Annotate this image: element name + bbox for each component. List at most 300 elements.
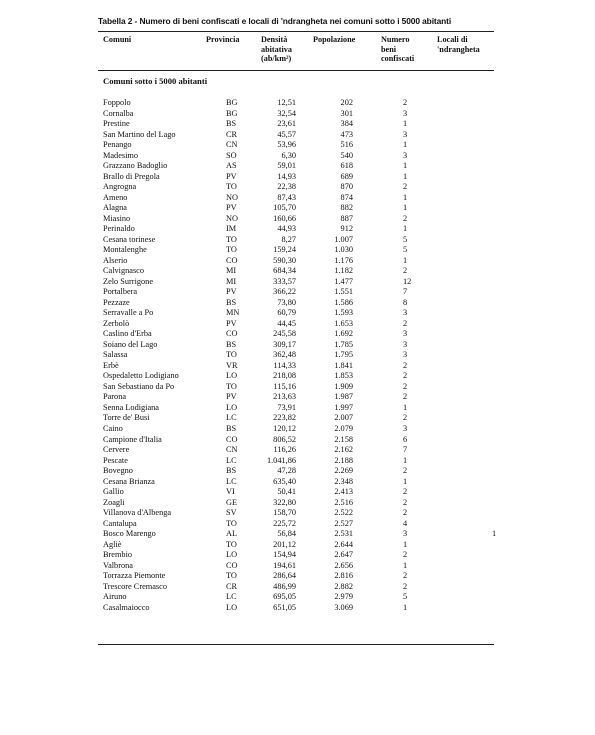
beni-cell: 2	[403, 413, 408, 423]
table-row	[98, 235, 494, 246]
table-row	[98, 371, 494, 382]
provincia-cell: BS	[226, 297, 237, 307]
provincia-cell: LO	[226, 371, 238, 381]
table-row	[98, 319, 494, 330]
provincia-cell: TO	[226, 539, 237, 549]
comune-cell: Gallio	[103, 487, 124, 497]
provincia-cell: CN	[226, 140, 238, 150]
beni-cell: 2	[403, 360, 408, 370]
densita-cell: 194,61	[273, 560, 296, 570]
comune-cell: Madesimo	[103, 150, 139, 160]
popolazione-cell: 2.882	[334, 581, 353, 591]
beni-cell: 2	[403, 581, 408, 591]
provincia-cell: VR	[226, 360, 238, 370]
popolazione-cell: 2.188	[334, 455, 353, 465]
comune-cell: Ospedaletto Lodigiano	[103, 371, 179, 381]
beni-cell: 2	[403, 571, 408, 581]
beni-cell: 1	[403, 255, 408, 265]
table-row	[98, 603, 494, 614]
beni-cell: 1	[403, 455, 408, 465]
comune-cell: Montalenghe	[103, 245, 147, 255]
comune-cell: Penango	[103, 140, 132, 150]
provincia-cell: MN	[226, 308, 240, 318]
table-row	[98, 193, 494, 204]
densita-cell: 8,27	[281, 234, 296, 244]
provincia-cell: TO	[226, 245, 237, 255]
densita-cell: 160,66	[273, 213, 296, 223]
densita-cell: 120,12	[273, 423, 296, 433]
popolazione-cell: 2.348	[334, 476, 353, 486]
table-row	[98, 519, 494, 530]
densita-cell: 213,63	[273, 392, 296, 402]
popolazione-cell: 2.531	[334, 529, 353, 539]
densita-cell: 87,43	[277, 192, 296, 202]
locali-cell: 1	[492, 529, 497, 539]
provincia-cell: BS	[226, 119, 237, 129]
popolazione-cell: 2.516	[334, 497, 353, 507]
table-row	[98, 130, 494, 141]
table-header	[98, 32, 494, 71]
provincia-cell: PV	[226, 203, 237, 213]
table-row	[98, 592, 494, 603]
provincia-cell: TO	[226, 182, 237, 192]
popolazione-cell: 1.182	[334, 266, 353, 276]
popolazione-cell: 2.079	[334, 423, 353, 433]
comune-cell: Torrazza Piemonte	[103, 571, 166, 581]
table-row	[98, 98, 494, 109]
table-row	[98, 529, 497, 540]
beni-cell: 3	[403, 308, 408, 318]
popolazione-cell: 1.841	[334, 360, 353, 370]
popolazione-cell: 2.527	[334, 518, 353, 528]
table-row	[98, 508, 494, 519]
popolazione-cell: 874	[340, 192, 353, 202]
densita-cell: 105,70	[273, 203, 296, 213]
popolazione-cell: 2.816	[334, 571, 353, 581]
popolazione-cell: 1.477	[334, 276, 353, 286]
comune-cell: Serravalle a Po	[103, 308, 154, 318]
densita-cell: 486,99	[273, 581, 296, 591]
table-row	[98, 382, 494, 393]
comune-cell: Cesana torinese	[103, 234, 156, 244]
provincia-cell: NO	[226, 192, 238, 202]
table-row	[98, 224, 494, 235]
table-row	[98, 466, 494, 477]
densita-cell: 362,48	[273, 350, 296, 360]
table-row	[98, 277, 494, 288]
table-row	[98, 550, 494, 561]
popolazione-cell: 1.593	[334, 308, 353, 318]
popolazione-cell: 3.069	[334, 602, 353, 612]
comune-cell: Calvignasco	[103, 266, 145, 276]
table-row	[98, 582, 494, 593]
comune-cell: Perinaldo	[103, 224, 135, 234]
provincia-cell: LO	[226, 550, 238, 560]
comune-cell: Grazzano Badoglio	[103, 161, 168, 171]
table-row	[98, 403, 494, 414]
beni-cell: 2	[403, 371, 408, 381]
header-locali: Locali di 'ndrangheta	[437, 35, 480, 54]
comune-cell: Ameno	[103, 192, 128, 202]
table-row	[98, 424, 494, 435]
beni-cell: 2	[403, 98, 408, 107]
comune-cell: Alserio	[103, 255, 128, 265]
popolazione-cell: 2.269	[334, 466, 353, 476]
beni-cell: 6	[403, 434, 408, 444]
densita-cell: 12,51	[277, 98, 296, 107]
header-densita: Densità abitativa (ab/km²)	[261, 35, 292, 64]
densita-cell: 60,79	[277, 308, 296, 318]
densita-cell: 223,82	[273, 413, 296, 423]
beni-cell: 2	[403, 466, 408, 476]
popolazione-cell: 1.551	[334, 287, 353, 297]
comune-cell: Cornalba	[103, 108, 134, 118]
popolazione-cell: 870	[340, 182, 353, 192]
comune-cell: San Sebastiano da Po	[103, 381, 175, 391]
provincia-cell: TO	[226, 381, 237, 391]
provincia-cell: MI	[226, 276, 237, 286]
beni-cell: 2	[403, 392, 408, 402]
popolazione-cell: 2.413	[334, 487, 353, 497]
table-row	[98, 161, 494, 172]
table-row	[98, 435, 494, 446]
table-row	[98, 140, 494, 151]
comune-cell: Zoagli	[103, 497, 125, 507]
header-comuni: Comuni	[103, 35, 132, 44]
table-row	[98, 413, 494, 424]
densita-cell: 635,40	[273, 476, 296, 486]
densita-cell: 159,24	[273, 245, 296, 255]
provincia-cell: BG	[226, 108, 238, 118]
beni-cell: 1	[403, 224, 408, 234]
popolazione-cell: 2.656	[334, 560, 353, 570]
popolazione-cell: 882	[340, 203, 353, 213]
beni-cell: 1	[403, 119, 408, 129]
comune-cell: Casalmaiocco	[103, 602, 150, 612]
densita-cell: 366,22	[273, 287, 296, 297]
popolazione-cell: 1.653	[334, 318, 353, 328]
densita-cell: 14,93	[277, 171, 296, 181]
table-row	[98, 214, 494, 225]
provincia-cell: MI	[226, 266, 237, 276]
densita-cell: 1.041,86	[266, 455, 296, 465]
beni-cell: 3	[403, 329, 408, 339]
densita-cell: 218,08	[273, 371, 296, 381]
beni-cell: 1	[403, 140, 408, 150]
popolazione-cell: 2.522	[334, 508, 353, 518]
beni-cell: 5	[403, 234, 408, 244]
table-row	[98, 266, 494, 277]
provincia-cell: PV	[226, 318, 237, 328]
provincia-cell: AL	[226, 529, 238, 539]
table-row	[98, 203, 494, 214]
densita-cell: 651,05	[273, 602, 296, 612]
table-row	[98, 477, 494, 488]
provincia-cell: CR	[226, 129, 238, 139]
popolazione-cell: 1.586	[334, 297, 353, 307]
beni-cell: 1	[403, 476, 408, 486]
provincia-cell: LO	[226, 402, 238, 412]
provincia-cell: NO	[226, 213, 238, 223]
comune-cell: Cantalupa	[103, 518, 137, 528]
beni-cell: 1	[403, 161, 408, 171]
beni-cell: 1	[403, 203, 408, 213]
beni-cell: 1	[403, 560, 408, 570]
comune-cell: Trescore Cremasco	[103, 581, 167, 591]
provincia-cell: GE	[226, 497, 238, 507]
provincia-cell: PV	[226, 171, 237, 181]
provincia-cell: PV	[226, 287, 237, 297]
provincia-cell: CO	[226, 434, 238, 444]
table-caption: Tabella 2 - Numero di beni confiscati e locali di 'ndrangheta nei comuni sotto i 5000 abitanti	[98, 16, 452, 26]
comune-cell: Zerbolò	[103, 318, 130, 328]
comune-cell: Zelo Surrigone	[103, 276, 154, 286]
popolazione-cell: 1.030	[334, 245, 353, 255]
provincia-cell: LC	[226, 592, 237, 602]
densita-cell: 590,30	[273, 255, 296, 265]
table-row	[98, 182, 494, 193]
densita-cell: 22,38	[277, 182, 296, 192]
popolazione-cell: 2.644	[334, 539, 353, 549]
comune-cell: Bovegno	[103, 466, 133, 476]
comune-cell: Portalbera	[103, 287, 138, 297]
beni-cell: 12	[403, 276, 412, 286]
beni-cell: 3	[403, 423, 408, 433]
table-row	[98, 172, 494, 183]
popolazione-cell: 1.853	[334, 371, 353, 381]
table-row	[98, 245, 494, 256]
densita-cell: 116,26	[273, 445, 296, 455]
comune-cell: Caslino d'Erba	[103, 329, 152, 339]
comune-cell: Pezzaze	[103, 297, 130, 307]
popolazione-cell: 1.176	[334, 255, 353, 265]
densita-cell: 154,94	[273, 550, 296, 560]
densita-cell: 44,93	[277, 224, 296, 234]
comune-cell: Soiano del Lago	[103, 339, 158, 349]
densita-cell: 245,58	[273, 329, 296, 339]
comune-cell: Brembio	[103, 550, 133, 560]
table-row	[98, 487, 494, 498]
provincia-cell: CO	[226, 255, 238, 265]
popolazione-cell: 689	[340, 171, 353, 181]
table-row	[98, 109, 494, 120]
popolazione-cell: 1.007	[334, 234, 353, 244]
popolazione-cell: 1.997	[334, 402, 353, 412]
section-title: Comuni sotto i 5000 abitanti	[103, 76, 208, 86]
provincia-cell: BS	[226, 423, 237, 433]
provincia-cell: IM	[226, 224, 237, 234]
beni-cell: 1	[403, 539, 408, 549]
comune-cell: Torre de' Busi	[103, 413, 150, 423]
popolazione-cell: 540	[340, 150, 353, 160]
beni-cell: 2	[403, 213, 408, 223]
provincia-cell: LC	[226, 413, 237, 423]
provincia-cell: LC	[226, 476, 237, 486]
table-row	[98, 445, 494, 456]
table-row	[98, 308, 494, 319]
provincia-cell: BG	[226, 98, 238, 107]
beni-cell: 2	[403, 497, 408, 507]
popolazione-cell: 2.647	[334, 550, 353, 560]
comune-cell: Valbrona	[103, 560, 133, 570]
comune-cell: Salassa	[103, 350, 128, 360]
table-row	[98, 456, 494, 467]
comune-cell: Senna Lodigiana	[103, 402, 159, 412]
comune-cell: Pescate	[103, 455, 128, 465]
table-row	[98, 571, 494, 582]
densita-cell: 806,52	[273, 434, 296, 444]
comune-cell: Airuno	[103, 592, 127, 602]
provincia-cell: TO	[226, 350, 237, 360]
densita-cell: 45,57	[277, 129, 296, 139]
popolazione-cell: 2.007	[334, 413, 353, 423]
provincia-cell: PV	[226, 392, 237, 402]
beni-cell: 1	[403, 602, 408, 612]
beni-cell: 3	[403, 529, 408, 539]
comune-cell: Prestine	[103, 119, 130, 129]
popolazione-cell: 2.158	[334, 434, 353, 444]
table-row	[98, 298, 494, 309]
header-provincia: Provincia	[206, 35, 240, 44]
popolazione-cell: 301	[340, 108, 353, 118]
beni-cell: 3	[403, 350, 408, 360]
popolazione-cell: 384	[340, 119, 353, 129]
provincia-cell: TO	[226, 571, 237, 581]
densita-cell: 32,54	[277, 108, 296, 118]
comune-cell: Villanova d'Albenga	[103, 508, 172, 518]
beni-cell: 2	[403, 182, 408, 192]
table-row	[98, 340, 494, 351]
beni-cell: 3	[403, 108, 408, 118]
popolazione-cell: 473	[340, 129, 353, 139]
comune-cell: Bosco Marengo	[103, 529, 156, 539]
densita-cell: 158,70	[273, 508, 296, 518]
provincia-cell: AS	[226, 161, 237, 171]
comune-cell: Cesana Brianza	[103, 476, 155, 486]
densita-cell: 73,91	[277, 402, 296, 412]
densita-cell: 50,41	[277, 487, 296, 497]
densita-cell: 114,33	[273, 360, 296, 370]
provincia-cell: CO	[226, 560, 238, 570]
beni-cell: 1	[403, 402, 408, 412]
provincia-cell: BS	[226, 339, 237, 349]
provincia-cell: SO	[226, 150, 237, 160]
densita-cell: 201,12	[273, 539, 296, 549]
header-popolazione: Popolazione	[313, 35, 356, 44]
densita-cell: 59,01	[277, 161, 296, 171]
table-row	[98, 287, 494, 298]
beni-cell: 1	[403, 192, 408, 202]
table-row	[98, 540, 494, 551]
header-beni: Numero beni confiscati	[381, 35, 415, 64]
beni-cell: 2	[403, 550, 408, 560]
densita-cell: 44,45	[277, 318, 296, 328]
beni-cell: 2	[403, 318, 408, 328]
beni-cell: 5	[403, 592, 408, 602]
densita-cell: 73,80	[277, 297, 296, 307]
provincia-cell: LC	[226, 455, 237, 465]
table-row	[98, 392, 494, 403]
popolazione-cell: 516	[340, 140, 353, 150]
densita-cell: 47,28	[277, 466, 296, 476]
beni-cell: 3	[403, 150, 408, 160]
table-row	[98, 329, 494, 340]
popolazione-cell: 2.162	[334, 445, 353, 455]
table-row	[98, 361, 494, 372]
beni-cell: 1	[403, 171, 408, 181]
beni-cell: 4	[403, 518, 408, 528]
beni-cell: 7	[403, 445, 408, 455]
table-row	[98, 498, 494, 509]
comune-cell: Angrogna	[103, 182, 137, 192]
densita-cell: 53,96	[277, 140, 296, 150]
popolazione-cell: 1.795	[334, 350, 353, 360]
popolazione-cell: 618	[340, 161, 353, 171]
table-row	[98, 119, 494, 130]
provincia-cell: SV	[226, 508, 237, 518]
popolazione-cell: 202	[340, 98, 353, 107]
densita-cell: 309,17	[273, 339, 296, 349]
provincia-cell: CO	[226, 329, 238, 339]
comune-cell: Erbè	[103, 360, 119, 370]
table-row	[98, 151, 494, 162]
beni-cell: 5	[403, 245, 408, 255]
popolazione-cell: 1.909	[334, 381, 353, 391]
beni-cell: 2	[403, 381, 408, 391]
popolazione-cell: 912	[340, 224, 353, 234]
beni-cell: 3	[403, 339, 408, 349]
comune-cell: Brallo di Pregola	[103, 171, 160, 181]
popolazione-cell: 1.785	[334, 339, 353, 349]
densita-cell: 322,80	[273, 497, 296, 507]
comune-cell: Parona	[103, 392, 127, 402]
provincia-cell: CR	[226, 581, 238, 591]
densita-cell: 684,34	[273, 266, 296, 276]
provincia-cell: LO	[226, 602, 238, 612]
popolazione-cell: 1.987	[334, 392, 353, 402]
beni-cell: 2	[403, 266, 408, 276]
popolazione-cell: 1.692	[334, 329, 353, 339]
comune-cell: Foppolo	[103, 98, 131, 107]
provincia-cell: VI	[226, 487, 235, 497]
comune-cell: Alagna	[103, 203, 127, 213]
comune-cell: San Martino del Lago	[103, 129, 176, 139]
table-row	[98, 256, 494, 267]
comune-cell: Miasino	[103, 213, 131, 223]
densita-cell: 225,72	[273, 518, 296, 528]
beni-cell: 2	[403, 508, 408, 518]
densita-cell: 333,57	[273, 276, 296, 286]
data-table	[98, 31, 497, 645]
provincia-cell: CN	[226, 445, 238, 455]
densita-cell: 695,05	[273, 592, 296, 602]
beni-cell: 2	[403, 487, 408, 497]
densita-cell: 56,84	[277, 529, 296, 539]
densita-cell: 286,64	[273, 571, 296, 581]
provincia-cell: TO	[226, 518, 237, 528]
table-row	[98, 561, 494, 572]
comune-cell: Caino	[103, 423, 123, 433]
popolazione-cell: 887	[340, 213, 353, 223]
beni-cell: 7	[403, 287, 408, 297]
densita-cell: 115,16	[273, 381, 296, 391]
beni-cell: 8	[403, 297, 408, 307]
densita-cell: 6,30	[281, 150, 296, 160]
densita-cell: 23,61	[277, 119, 296, 129]
provincia-cell: BS	[226, 466, 237, 476]
comune-cell: Campione d'Italia	[103, 434, 162, 444]
provincia-cell: TO	[226, 234, 237, 244]
